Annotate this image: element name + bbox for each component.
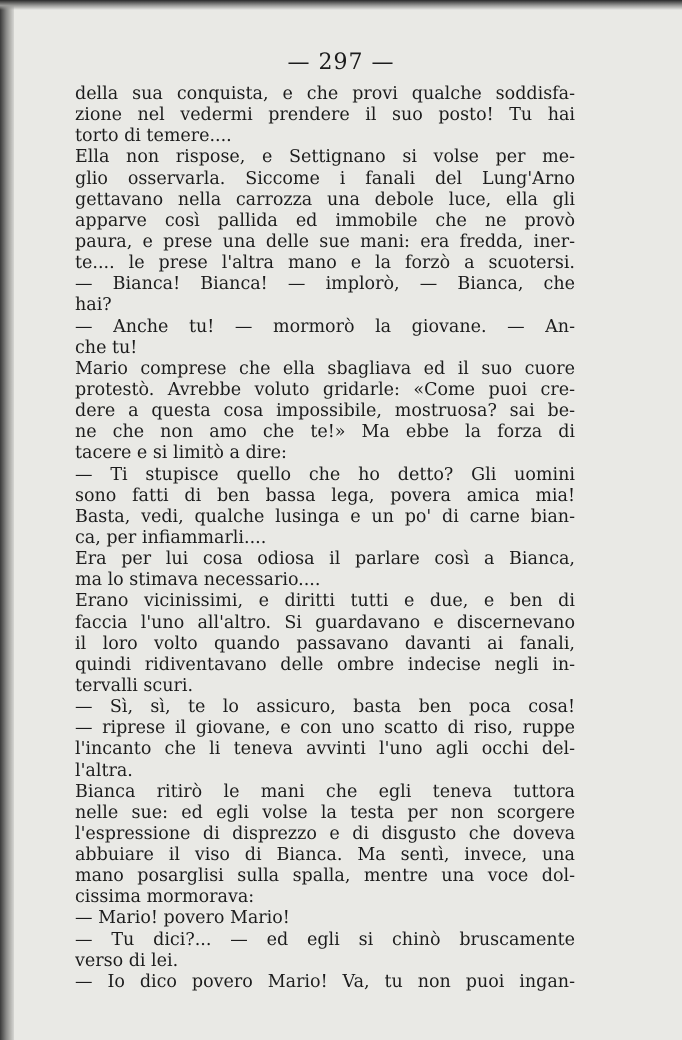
text-line: verso di lei. bbox=[75, 950, 179, 971]
text-line: zione nel vedermi prendere il suo posto! Tu hai bbox=[75, 105, 575, 126]
text-line: Ella non rispose, e Settignano si volse per me- bbox=[75, 147, 575, 168]
text-line: l'incanto che li teneva avvinti l'uno agli occhi del- bbox=[75, 739, 575, 760]
text-line: — Mario! povero Mario! bbox=[75, 908, 290, 929]
text-line: apparve così pallida ed immobile che ne provò bbox=[75, 210, 575, 231]
text-line: tervalli scuri. bbox=[75, 675, 194, 696]
text-line: nelle sue: ed egli volse la testa per non scorgere bbox=[75, 802, 575, 823]
text-line: abbuiare il viso di Bianca. Ma sentì, invece, una bbox=[75, 845, 575, 866]
text-line: sono fatti di ben bassa lega, povera amica mia! bbox=[75, 485, 575, 506]
text-line: — Io dico povero Mario! Va, tu non puoi ingan- bbox=[75, 971, 575, 992]
text-line: — riprese il giovane, e con uno scatto di riso, ruppe bbox=[75, 718, 575, 739]
text-line: Basta, vedi, qualche lusinga e un po' di carne bian- bbox=[75, 506, 575, 527]
page-binding-shadow bbox=[0, 0, 14, 1040]
text-line: Era per lui cosa odiosa il parlare così a Bianca, bbox=[75, 549, 575, 570]
text-line: paura, e prese una delle sue mani: era fredda, iner- bbox=[75, 231, 575, 252]
text-line: gettavano nella carrozza una debole luce, ella gli bbox=[75, 189, 575, 210]
text-line: hai? bbox=[75, 295, 112, 316]
text-line: — Anche tu! — mormorò la giovane. — An- bbox=[75, 316, 575, 337]
text-line: Erano vicinissimi, e diritti tutti e due, e ben di bbox=[75, 591, 575, 612]
text-line: ne che non amo che te!» Ma ebbe la forza di bbox=[75, 422, 575, 443]
text-line: che tu! bbox=[75, 337, 138, 358]
text-line: tacere e si limitò a dire: bbox=[75, 443, 287, 464]
text-line: glio osservarla. Siccome i fanali del Lung'Arno bbox=[75, 168, 575, 189]
text-line: della sua conquista, e che provi qualche soddisfa- bbox=[75, 84, 575, 104]
page-number: — 297 — bbox=[287, 50, 395, 75]
text-line: ca, per infiammarli.... bbox=[75, 527, 267, 548]
page-top-edge bbox=[0, 0, 682, 10]
text-line: — Tu dici?... — ed egli si chinò bruscamente bbox=[75, 929, 575, 950]
text-line: quindi ridiventavano delle ombre indecise negli in- bbox=[75, 654, 575, 675]
text-line: cissima mormorava: bbox=[75, 887, 255, 908]
text-line: l'espressione di disprezzo e di disgusto che doveva bbox=[75, 823, 575, 844]
text-line: il loro volto quando passavano davanti ai fanali, bbox=[75, 633, 575, 654]
text-line: Mario comprese che ella sbagliava ed il suo cuore bbox=[75, 358, 575, 379]
text-line: protestò. Avrebbe voluto gridarle: «Come puoi cre- bbox=[75, 379, 575, 400]
text-line: l'altra. bbox=[75, 760, 133, 781]
text-line: dere a questa cosa impossibile, mostruosa? sai be- bbox=[75, 401, 575, 422]
text-line: mano posarglisi sulla spalla, mentre una voce dol- bbox=[75, 866, 575, 887]
text-line: ma lo stimava necessario.... bbox=[75, 570, 321, 591]
text-line: — Sì, sì, te lo assicuro, basta ben poca cosa! bbox=[75, 697, 575, 718]
text-line: te.... le prese l'altra mano e la forzò a scuotersi. bbox=[75, 253, 575, 274]
text-line: — Bianca! Bianca! — implorò, — Bianca, che bbox=[75, 274, 575, 295]
body-text bbox=[75, 84, 575, 993]
text-line: Bianca ritirò le mani che egli teneva tuttora bbox=[75, 781, 575, 802]
text-line: faccia l'uno all'altro. Si guardavano e discernevano bbox=[75, 612, 575, 633]
text-line: — Ti stupisce quello che ho detto? Gli uomini bbox=[75, 464, 575, 485]
text-line: torto di temere.... bbox=[75, 126, 232, 147]
